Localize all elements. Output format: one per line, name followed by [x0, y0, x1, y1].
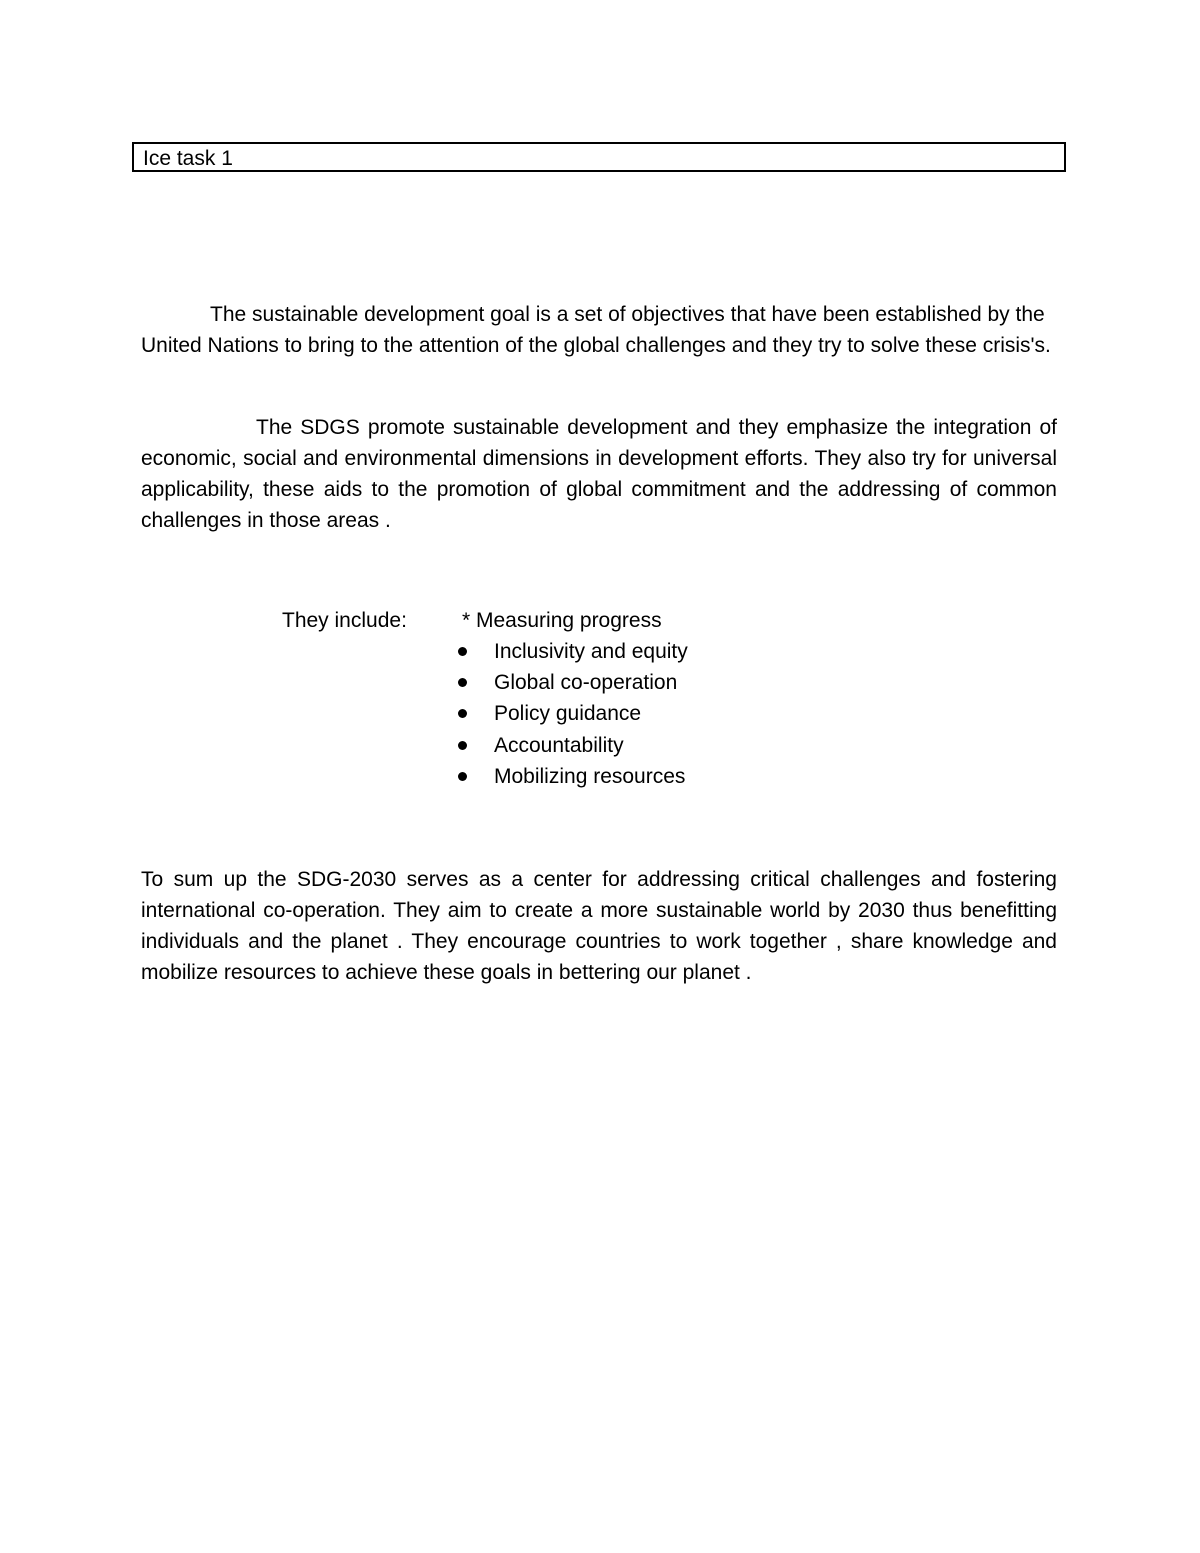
- document-title: Ice task 1: [143, 147, 233, 170]
- includes-first-item: * Measuring progress: [462, 609, 662, 632]
- list-item: [456, 636, 688, 667]
- bullet-icon: [458, 647, 467, 656]
- bullet-icon: [458, 772, 467, 781]
- bullet-icon: [458, 678, 467, 687]
- list-item-text: Mobilizing resources: [494, 764, 686, 788]
- list-item: [456, 761, 688, 792]
- title-box: [132, 142, 1066, 172]
- list-item-text: Accountability: [494, 733, 624, 757]
- conclusion-paragraph: To sum up the SDG-2030 serves as a center for addressing critical challenges and fostering international co-operation. They aim to create a more sustainable world by 2030 thus benefitting individuals and the planet . They encourage countries to work together , share knowledge and mobilize resources to achieve these goals in bettering our planet .: [141, 868, 1057, 984]
- includes-bullet-list: [456, 636, 688, 792]
- includes-label: They include:: [282, 609, 407, 632]
- sdgs-paragraph-text: The SDGS promote sustainable development and they emphasize the integration of economic, social and environmental dimensions in development efforts. They also try for universal applicability, these aids to the promotion of global commitment and the addressing of common challenges in those areas .: [141, 416, 1057, 532]
- sdgs-paragraph: [141, 412, 1057, 536]
- bullet-icon: [458, 741, 467, 750]
- list-item: [456, 667, 688, 698]
- intro-paragraph-text: The sustainable development goal is a set of objectives that have been established by the United Nations to bring to the attention of the global challenges and they try to solve these crisis's.: [141, 303, 1051, 357]
- list-item: [456, 698, 688, 729]
- list-item-text: Policy guidance: [494, 702, 642, 726]
- list-item: [456, 730, 688, 761]
- intro-paragraph: [141, 299, 1057, 361]
- bullet-icon: [458, 709, 467, 718]
- list-item-text: Inclusivity and equity: [494, 640, 688, 663]
- list-item-text: Global co-operation: [494, 671, 678, 695]
